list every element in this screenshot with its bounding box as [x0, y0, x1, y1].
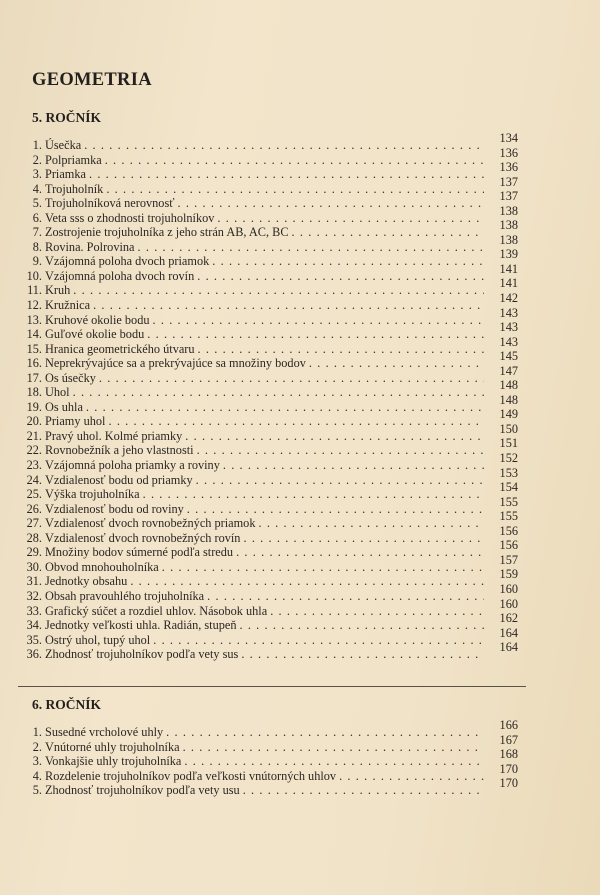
toc-entry-number: 5. — [32, 196, 42, 211]
dot-leader — [150, 633, 484, 647]
toc-entry-label — [45, 414, 484, 429]
toc-entry-label — [45, 225, 484, 240]
toc-entry-page: 157 — [499, 552, 518, 567]
toc-entry — [18, 349, 518, 371]
toc-entry-label — [45, 356, 484, 371]
dot-leader — [214, 211, 484, 225]
dot-leader — [150, 313, 484, 327]
toc-entry-page: 150 — [499, 421, 518, 436]
dot-leader — [233, 545, 484, 559]
toc-entry-label — [45, 633, 484, 648]
toc-entry-page: 168 — [499, 747, 518, 762]
toc-entry-title: Vzájomná poloha dvoch rovín — [45, 268, 195, 283]
dot-leader — [306, 356, 484, 370]
toc-entry — [18, 247, 518, 269]
toc-entry-label — [45, 458, 484, 473]
toc-entry-page: 149 — [499, 407, 518, 422]
dot-leader — [220, 458, 484, 472]
toc-entry-page: 160 — [499, 596, 518, 611]
toc-entry-page: 167 — [499, 732, 518, 747]
toc-entry-number: 10. — [26, 268, 42, 283]
toc-entry-page: 164 — [499, 640, 518, 655]
dot-leader — [336, 769, 484, 783]
toc-entry-page: 137 — [499, 189, 518, 204]
toc-entry-number: 15. — [26, 341, 42, 356]
toc-entry-label — [45, 604, 484, 619]
toc-entry-number: 30. — [26, 559, 42, 574]
toc-entry-page: 148 — [499, 378, 518, 393]
dot-leader — [289, 225, 484, 239]
dot-leader — [83, 400, 484, 414]
toc-entry-number: 32. — [26, 588, 42, 603]
toc-entry-label — [45, 740, 484, 755]
dot-leader — [180, 740, 484, 754]
toc-entry-title: Priamy uhol — [45, 414, 106, 429]
toc-entry — [18, 567, 518, 589]
toc-entry-number: 26. — [26, 501, 42, 516]
toc-entry — [18, 776, 518, 798]
toc-entry-page: 139 — [499, 247, 518, 262]
toc-entry-number: 20. — [26, 414, 42, 429]
toc-entry-number: 28. — [26, 530, 42, 545]
dot-leader — [240, 531, 484, 545]
toc-entry-label — [45, 589, 484, 604]
toc-entry-page: 170 — [499, 761, 518, 776]
toc-entry-label — [45, 167, 484, 182]
toc-entry-number: 2. — [32, 739, 42, 754]
toc-entry-title: Vonkajšie uhly trojuholníka — [45, 754, 182, 769]
toc-entry — [18, 611, 518, 633]
toc-entry — [18, 480, 518, 502]
toc-entry-title: Polpriamka — [45, 152, 102, 167]
dot-leader — [182, 429, 484, 443]
dot-leader — [163, 725, 484, 739]
toc-entry-number: 29. — [26, 545, 42, 560]
dot-leader — [103, 182, 484, 196]
dot-leader — [209, 254, 484, 268]
toc-entry-number: 12. — [26, 298, 42, 313]
toc-entry-number: 21. — [26, 428, 42, 443]
toc-entry-title: Grafický súčet a rozdiel uhlov. Násobok uhla — [45, 603, 268, 618]
toc-entry — [18, 451, 518, 473]
dot-leader — [255, 516, 484, 530]
toc-entry-title: Veta sss o zhodnosti trojuholníkov — [45, 210, 215, 225]
toc-entry-page: 156 — [499, 523, 518, 538]
toc-entry-title: Kružnica — [45, 298, 91, 313]
toc-entry-label — [45, 574, 484, 589]
toc-entry-number: 18. — [26, 385, 42, 400]
toc-entry-title: Hranica geometrického útvaru — [45, 341, 195, 356]
toc-entry-page: 154 — [499, 480, 518, 495]
dot-leader — [127, 574, 484, 588]
dot-leader — [144, 327, 484, 341]
toc-entry-title: Ostrý uhol, tupý uhol — [45, 632, 151, 647]
dot-leader — [140, 487, 484, 501]
toc-entry-title: Neprekrývajúce sa a prekrývajúce sa množiny bodov — [45, 356, 306, 371]
toc-entry-number: 8. — [32, 239, 42, 254]
dot-leader — [159, 560, 484, 574]
toc-entry-number: 33. — [26, 603, 42, 618]
toc-entry-title: Kruhové okolie bodu — [45, 312, 150, 327]
toc-entry-label — [45, 371, 484, 386]
toc-entry-label — [45, 531, 484, 546]
toc-entry-label — [45, 342, 484, 357]
toc-entry-label — [45, 769, 484, 784]
toc-entry-title: Vzdialenosť bodu od roviny — [45, 501, 184, 516]
toc-entry-label — [45, 725, 484, 740]
toc-entry — [18, 407, 518, 429]
toc-entry-title: Zhodnosť trojuholníkov podľa vety usu — [45, 783, 240, 798]
dot-leader — [194, 269, 484, 283]
toc-entry-page: 153 — [499, 465, 518, 480]
toc-entry-number: 17. — [26, 370, 42, 385]
toc-entry-page: 159 — [499, 567, 518, 582]
toc-entry-label — [45, 283, 484, 298]
toc-entry-number: 36. — [26, 647, 42, 662]
toc-entry-number: 4. — [32, 768, 42, 783]
toc-entry-number: 16. — [26, 356, 42, 371]
toc-entry — [18, 131, 518, 153]
toc-entry-title: Obsah pravouhlého trojuholníka — [45, 588, 205, 603]
toc-entry-page: 164 — [499, 625, 518, 640]
toc-entry-label — [45, 545, 484, 560]
dot-leader — [135, 240, 485, 254]
toc-entry — [18, 378, 518, 400]
toc-entry-number: 3. — [32, 167, 42, 182]
toc-entry-number: 23. — [26, 458, 42, 473]
toc-entry — [18, 596, 518, 619]
toc-entry-title: Rozdelenie trojuholníkov podľa veľkosti vnútorných uhlov — [45, 768, 337, 783]
dot-leader — [193, 473, 484, 487]
toc-entry-page: 143 — [499, 320, 518, 335]
dot-leader — [174, 196, 484, 210]
toc-entry-page: 147 — [499, 363, 518, 378]
toc-entry-page: 141 — [499, 276, 518, 291]
toc-entry-number: 31. — [26, 574, 42, 589]
section-heading-6-rocnik: 6. ROČNÍK — [32, 697, 102, 712]
toc-entry — [18, 291, 518, 313]
toc-entry — [18, 509, 518, 531]
toc-entry-title: Vzájomná poloha dvoch priamok — [45, 254, 210, 269]
toc-entry-label — [45, 385, 484, 400]
toc-entry-label — [45, 298, 484, 313]
toc-entry-label — [45, 647, 484, 662]
dot-leader — [70, 283, 484, 297]
toc-entry-page: 156 — [499, 538, 518, 553]
toc-entry — [18, 189, 518, 211]
toc-entry-number: 14. — [26, 327, 42, 342]
toc-entry — [18, 640, 518, 662]
toc-entry-label — [45, 618, 484, 633]
toc-entry-page: 141 — [499, 261, 518, 276]
toc-entry-label — [45, 400, 484, 415]
dot-leader — [102, 153, 484, 167]
toc-entry-number: 6. — [32, 210, 42, 225]
toc-entry-label — [45, 196, 484, 211]
toc-entry-page: 137 — [499, 174, 518, 189]
toc-entry-title: Uhol — [45, 385, 70, 400]
toc-entry-number: 4. — [32, 181, 42, 196]
toc-entry-number: 13. — [26, 312, 42, 327]
toc-entry-label — [45, 487, 484, 502]
toc-entry-title: Trojuholník — [45, 181, 104, 196]
toc-entry-page: 145 — [499, 349, 518, 364]
toc-entry-title: Guľové okolie bodu — [45, 327, 145, 342]
section-divider — [18, 686, 526, 687]
toc-entry-label — [45, 269, 484, 284]
dot-leader — [195, 342, 484, 356]
toc-entry-number: 27. — [26, 516, 42, 531]
toc-entry-title: Jednotky veľkosti uhla. Radián, stupeň — [45, 618, 237, 633]
toc-entry-label — [45, 313, 484, 328]
toc-entry-title: Úsečka — [45, 138, 82, 152]
toc-entry-label — [45, 254, 484, 269]
toc-entry-label — [45, 429, 484, 444]
toc-entry-label — [45, 516, 484, 531]
toc-entry-title: Jednotky obsahu — [45, 574, 128, 589]
toc-entry — [18, 747, 518, 769]
toc-entry-number: 19. — [26, 399, 42, 414]
toc-entry-title: Vzdialenosť dvoch rovnobežných rovín — [45, 530, 241, 545]
toc-entry-title: Vzájomná poloha priamky a roviny — [45, 458, 220, 473]
toc-entry-number: 35. — [26, 632, 42, 647]
dot-leader — [181, 754, 484, 768]
document-title: GEOMETRIA — [32, 70, 152, 90]
toc-entry-page: 136 — [499, 160, 518, 175]
toc-entry — [18, 276, 518, 298]
toc-entry-title: Kruh — [45, 283, 71, 298]
toc-entry-number: 9. — [32, 254, 42, 269]
toc-entry-page: 143 — [499, 305, 518, 320]
toc-entry-page: 155 — [499, 509, 518, 524]
toc-entry-title: Obvod mnohouholníka — [45, 559, 159, 574]
toc-entry-label — [45, 783, 484, 798]
toc-entry-page: 142 — [499, 291, 518, 306]
toc-entry-title: Vzdialenosť bodu od priamky — [45, 472, 193, 487]
toc-entry-number: 7. — [32, 225, 42, 240]
toc-list-5-rocnik — [18, 131, 518, 662]
toc-entry-page: 134 — [499, 131, 518, 145]
toc-entry-title: Rovnobežník a jeho vlastnosti — [45, 443, 194, 458]
toc-entry — [18, 218, 518, 240]
toc-entry-page: 138 — [499, 218, 518, 233]
dot-leader — [238, 647, 484, 661]
toc-entry-number: 1. — [32, 138, 42, 152]
toc-entry-page: 152 — [499, 451, 518, 466]
toc-entry-number: 3. — [32, 754, 42, 769]
toc-entry-title: Výška trojuholníka — [45, 487, 140, 502]
toc-entry-number: 5. — [32, 783, 42, 798]
dot-leader — [70, 385, 484, 399]
toc-entry-label — [45, 473, 484, 488]
toc-entry-title: Rovina. Polrovina — [45, 239, 135, 254]
toc-entry-title: Zostrojenie trojuholníka z jeho strán AB, AC, BC — [45, 225, 289, 240]
toc-list-6-rocnik — [18, 718, 518, 798]
toc-entry-number: 34. — [26, 618, 42, 633]
toc-entry-title: Priamka — [45, 167, 86, 182]
toc-entry-page: 148 — [499, 392, 518, 407]
toc-entry-label — [45, 138, 484, 153]
toc-entry-page: 162 — [499, 611, 518, 626]
toc-entry-label — [45, 560, 484, 575]
toc-entry-label — [45, 327, 484, 342]
toc-entry-title: Množiny bodov súmerné podľa stredu — [45, 545, 234, 560]
toc-entry-page: 138 — [499, 203, 518, 218]
dot-leader — [194, 443, 484, 457]
toc-entry-title: Trojuholníková nerovnosť — [45, 196, 175, 211]
dot-leader — [96, 371, 484, 385]
toc-entry-page: 170 — [499, 776, 518, 791]
toc-entry-title: Pravý uhol. Kolmé priamky — [45, 428, 183, 443]
dot-leader — [236, 618, 484, 632]
toc-entry-label — [45, 211, 484, 226]
toc-entry-title: Os uhla — [45, 399, 83, 414]
toc-entry — [18, 436, 518, 458]
toc-entry-label — [45, 153, 484, 168]
dot-leader — [267, 604, 484, 618]
toc-entry — [18, 320, 518, 342]
toc-entry-page: 143 — [499, 334, 518, 349]
toc-entry — [18, 538, 518, 560]
toc-entry-label — [45, 443, 484, 458]
toc-entry-title: Vnútorné uhly trojuholníka — [45, 739, 180, 754]
toc-entry-label — [45, 502, 484, 517]
toc-entry-title: Os úsečky — [45, 370, 96, 385]
dot-leader — [105, 414, 484, 428]
toc-entry-page: 151 — [499, 436, 518, 451]
dot-leader — [184, 502, 484, 516]
toc-entry-page: 160 — [499, 581, 518, 596]
section-heading-5-rocnik: 5. ROČNÍK — [32, 110, 102, 125]
toc-entry-number: 1. — [32, 725, 42, 739]
toc-entry — [18, 160, 518, 182]
dot-leader — [90, 298, 484, 312]
toc-entry-title: Vzdialenosť dvoch rovnobežných priamok — [45, 516, 256, 531]
toc-entry — [18, 718, 518, 740]
toc-entry-page: 166 — [499, 718, 518, 732]
dot-leader — [204, 589, 484, 603]
toc-entry-page: 138 — [499, 232, 518, 247]
toc-entry-number: 11. — [27, 283, 42, 298]
toc-entry-label — [45, 754, 484, 769]
toc-entry-number: 2. — [32, 152, 42, 167]
dot-leader — [81, 138, 484, 152]
toc-entry-number: 25. — [26, 487, 42, 502]
toc-entry-page: 136 — [499, 145, 518, 160]
dot-leader — [86, 167, 484, 181]
dot-leader — [240, 783, 484, 797]
toc-entry-page: 155 — [499, 494, 518, 509]
toc-entry-label — [45, 240, 484, 255]
toc-entry-title: Zhodnosť trojuholníkov podľa vety sus — [45, 647, 239, 662]
toc-entry-number: 22. — [26, 443, 42, 458]
toc-entry-label — [45, 182, 484, 197]
toc-entry-title: Susedné vrcholové uhly — [45, 725, 164, 739]
toc-entry-number: 24. — [26, 472, 42, 487]
